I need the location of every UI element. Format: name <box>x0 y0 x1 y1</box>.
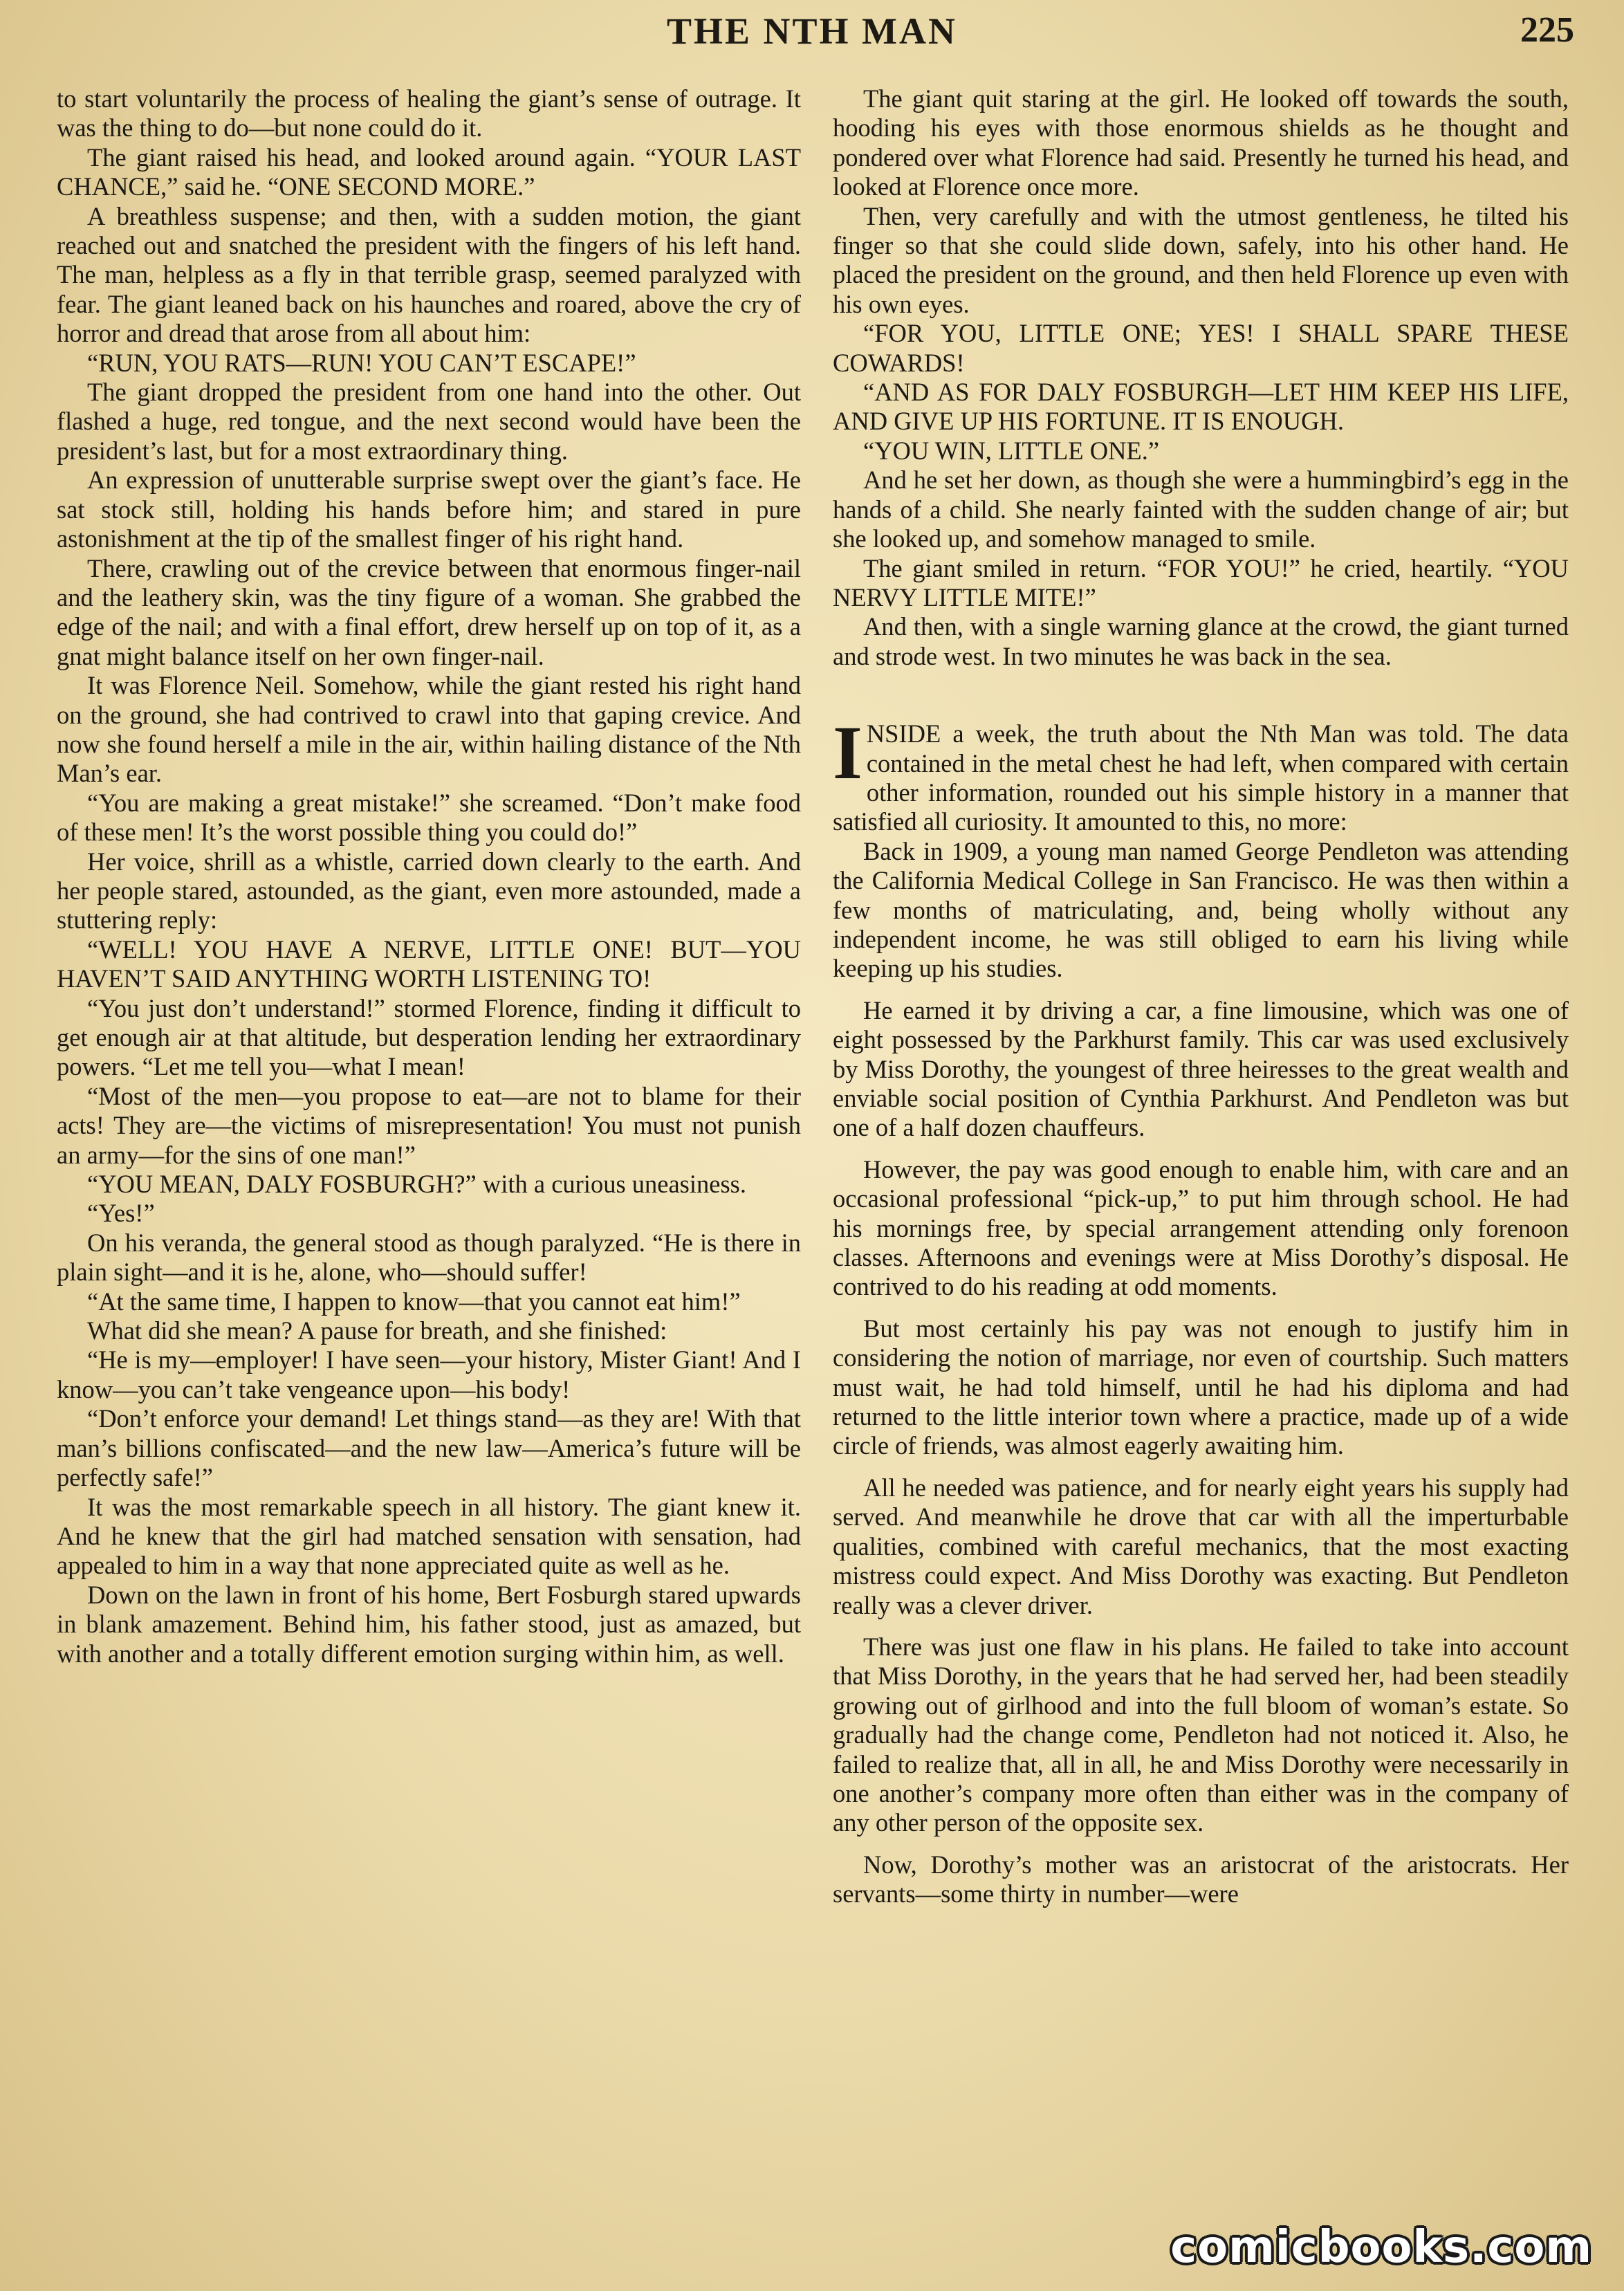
paragraph: It was Florence Neil. Somehow, while the giant rested his right hand on the ground, she had contrived to crawl into that gaping crevice. And now she found herself a mile in the air, within hailing distance of the Nth Man’s ear. <box>57 671 801 788</box>
paragraph: The giant raised his head, and looked around again. “YOUR LAST CHANCE,” said he. “ONE SECOND MORE.” <box>57 142 801 201</box>
paragraph: Her voice, shrill as a whistle, carried down clearly to the earth. And her people stared, astounded, as the giant, even more astounded, made a stuttering reply: <box>57 847 801 935</box>
left-column <box>57 84 801 2270</box>
paragraph: Then, very carefully and with the utmost gentleness, he tilted his finger so that she could slide down, safely, into his other hand. He placed the president on the ground, and then held Florence up even with his own eyes. <box>833 201 1569 318</box>
paragraph: And he set her down, as though she were a hummingbird’s egg in the hands of a child. She nearly fainted with the sudden change of air; but she looked up, and somehow managed to smile. <box>833 466 1569 553</box>
paragraph: “Yes!” <box>87 1199 155 1228</box>
paragraph: “YOU WIN, LITTLE ONE.” <box>863 436 1160 465</box>
paragraph: All he needed was patience, and for nearly eight years his supply had served. And meanwhile he drove that car with all the imperturbable qualities, combined with careful mechanics, that the most exacting mistress could expect. And Miss Dorothy was exacting. But Pendleton really was a clever driver. <box>833 1473 1569 1619</box>
paragraph: “YOU MEAN, DALY FOSBURGH?” with a curious uneasiness. <box>87 1170 747 1199</box>
paragraph: He earned it by driving a car, a fine limousine, which was one of eight possessed by the Parkhurst family. This car was used exclusively by Miss Dorothy, the youngest of three heiresses to the great wealth and enviable social position of Cynthia Parkhurst. And Pendleton was but one of a half dozen chauffeurs. <box>833 995 1569 1142</box>
paragraph: The giant dropped the president from one hand into the other. Out flashed a huge, red tongue, and the next second would have been the president’s last, but for a most extraordinary thing. <box>57 378 801 465</box>
paragraph: “Don’t enforce your demand! Let things stand—as they are! With that man’s billions confiscated—and the new law—America’s future will be perfectly safe!” <box>57 1404 801 1492</box>
paragraph: And then, with a single warning glance at the crowd, the giant turned and strode west. In two minutes he was back in the sea. <box>833 612 1569 670</box>
paragraph: It was the most remarkable speech in all history. The giant knew it. And he knew that the girl had matched sensation with sensation, had appealed to him in a way that none appreciated quite as well as he. <box>57 1492 801 1580</box>
section-opening-paragraph <box>833 710 1569 837</box>
paragraph: What did she mean? A pause for breath, and she finished: <box>87 1316 667 1345</box>
section-break <box>833 671 1569 719</box>
paragraph: Back in 1909, a young man named George Pendleton was attending the California Medical College in San Francisco. He was then within a few months of matriculating, and, being wholly without any independent income, he was still obliged to earn his living while keeping up his studies. <box>833 836 1569 983</box>
paragraph: The giant quit staring at the girl. He looked off towards the south, hooding his eyes with those enormous shields as he thought and pondered over what Florence had said. Presently he turned his head, and looked at Florence once more. <box>833 84 1569 201</box>
paragraph: to start voluntarily the process of healing the giant’s sense of outrage. It was the thing to do—but none could do it. <box>57 84 801 142</box>
drop-cap: I <box>833 710 862 795</box>
paragraph: “FOR YOU, LITTLE ONE; YES! I SHALL SPARE THESE COWARDS! <box>833 319 1569 377</box>
paragraph: “You just don’t understand!” stormed Florence, finding it difficult to get enough air at that altitude, but desperation lending her extraordinary powers. “Let me tell you—what I mean! <box>57 993 801 1081</box>
paragraph: On his veranda, the general stood as though paralyzed. “He is there in plain sight—and it is he, alone, who—should suffer! <box>57 1228 801 1287</box>
paragraph: “WELL! YOU HAVE A NERVE, LITTLE ONE! BUT—YOU HAVEN’T SAID ANYTHING WORTH LISTENING TO! <box>57 935 801 993</box>
section-opening-text: NSIDE a week, the truth about the Nth Man was told. The data contained in the metal chest he had left, when compared with certain other information, rounded out his simple history in a manner that satisfied all curiosity. It amounted to this, no more: <box>833 719 1569 836</box>
paragraph: “AND AS FOR DALY FOSBURGH—LET HIM KEEP HIS LIFE, AND GIVE UP HIS FORTUNE. IT IS ENOUGH. <box>833 378 1569 436</box>
paragraph: The giant smiled in return. “FOR YOU!” he cried, heartily. “YOU NERVY LITTLE MITE!” <box>833 553 1569 611</box>
paragraph: “Most of the men—you propose to eat—are not to blame for their acts! They are—the victims of misrepresentation! You must not punish an army—for the sins of one man!” <box>57 1081 801 1169</box>
paragraph: “You are making a great mistake!” she screamed. “Don’t make food of these men! It’s the worst possible thing you could do!” <box>57 788 801 847</box>
paragraph: An expression of unutterable surprise swept over the giant’s face. He sat stock still, holding his hands before him; and stared in pure astonishment at the tip of the smallest finger of his right hand. <box>57 466 801 553</box>
paragraph: There, crawling out of the crevice between that enormous finger-nail and the leathery skin, was the tiny figure of a woman. She grabbed the edge of the nail; and with a final effort, drew herself up on top of it, as a gnat might balance itself on her own finger-nail. <box>57 553 801 670</box>
running-title: THE NTH MAN <box>666 10 958 52</box>
paragraph: “He is my—employer! I have seen—your history, Mister Giant! And I know—you can’t take vengeance upon—his body! <box>57 1345 801 1404</box>
paragraph: But most certainly his pay was not enough to justify him in considering the notion of marriage, nor even of courtship. Such matters must wait, he had told himself, until he had his diploma and had returned to the little interior town where a practice, made up of a wide circle of friends, was almost eagerly awaiting him. <box>833 1314 1569 1460</box>
page-number: 225 <box>1520 10 1574 50</box>
paragraph: There was just one flaw in his plans. He failed to take into account that Miss Dorothy, in the years that he had served her, had been steadily growing out of girlhood and into the full bloom of woman’s estate. So gradually had the change come, Pendleton had not noticed it. Also, he failed to realize that, all in all, he and Miss Dorothy were necessarily in one another’s company more often than either was in the company of any other person of the opposite sex. <box>833 1632 1569 1837</box>
paragraph: Now, Dorothy’s mother was an aristocrat of the aristocrats. Her servants—some thirty in number—were <box>833 1850 1569 1908</box>
watermark: comicbooks.com <box>1170 2222 1592 2273</box>
paragraph: “At the same time, I happen to know—that you cannot eat him!” <box>87 1287 741 1316</box>
right-column <box>833 84 1569 2270</box>
paragraph: However, the pay was good enough to enable him, with care and an occasional professional “pick-up,” to put him through school. He had his mornings free, by special arrangement attending only forenoon classes. Afternoons and evenings were at Miss Dorothy’s disposal. He contrived to do his reading at odd moments. <box>833 1154 1569 1301</box>
paragraph: “RUN, YOU RATS—RUN! YOU CAN’T ESCAPE!” <box>87 348 636 377</box>
page-header <box>0 0 1624 83</box>
paragraph: Down on the lawn in front of his home, Bert Fosburgh stared upwards in blank amazement. Behind him, his father stood, just as amazed, but with another and a totally different emotion surging within him, as well. <box>57 1580 801 1668</box>
paragraph: A breathless suspense; and then, with a sudden motion, the giant reached out and snatched the president with the fingers of his left hand. The man, helpless as a fly in that terrible grasp, seemed paralyzed with fear. The giant leaned back on his haunches and roared, above the cry of horror and dread that arose from all about him: <box>57 201 801 348</box>
